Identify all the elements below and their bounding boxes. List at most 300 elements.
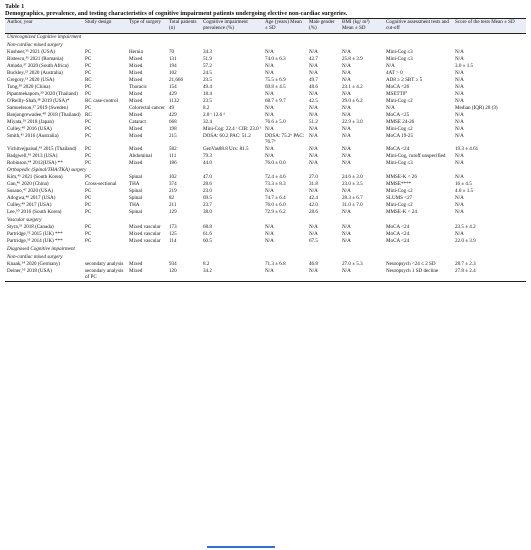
column-header: Cognitive assessment tests and cut-off [386, 19, 449, 31]
table-cell: Vichitvejpaisal,⁴² 2015 (Thailand) [7, 145, 77, 152]
table-row [5, 210, 526, 217]
table-cell: Badgwell,⁴³ 2013 (USA) [7, 152, 58, 159]
table-cell: 71.3 ± 6.8 [265, 260, 286, 267]
table-cell: RC case-control [85, 97, 118, 104]
table-cell: N/A [309, 111, 318, 118]
table-cell: 19.3 ± 4.61 [455, 145, 479, 152]
table-cell: THA [129, 181, 140, 188]
table-cell: N/A [265, 125, 274, 132]
table-cell: Colorectal cancer [129, 104, 165, 111]
table-cell: 429 [169, 111, 177, 118]
table-cell: N/A [455, 76, 464, 83]
table-cell: Mini-Cog ≤2 [386, 202, 413, 209]
table-cell: 76.6 ± 5.0 [265, 118, 286, 125]
table-cell: GenVas88.8 Urx: 81.5 [203, 145, 249, 152]
table-cell: 125 [169, 231, 177, 238]
table-cell: N/A [265, 90, 274, 97]
table-cell: 129 [169, 209, 177, 216]
table-cell: Mixed vascular [129, 238, 161, 245]
table-cell: N/A [342, 159, 351, 166]
table-cell: Mini-Cog ≤2 [386, 97, 413, 104]
table-cell: Median (IQR) 28 (3) [455, 104, 498, 111]
table-cell: 120 [169, 267, 177, 274]
table-cell: N/A [342, 231, 351, 238]
table-cell: N/A [265, 267, 274, 274]
table-cell: N/A [309, 267, 318, 274]
table-cell: N/A [455, 209, 464, 216]
table-cell: 46.8 [309, 260, 318, 267]
table-cell: Ristescu,³⁶ 2021 (Romania) [7, 55, 64, 62]
table-cell: secondary analysis of PC [85, 267, 124, 280]
table-caption: Demographics, prevalence, and testing characteristics of cognitive impairment patients undergoing elective non-cardiac surgeries. [5, 10, 348, 17]
table-cell: PC [85, 132, 92, 139]
table-cell: Mini-Cog ≤3 [386, 159, 413, 166]
table-cell: N/A [342, 69, 351, 76]
table-cell: N/A [309, 90, 318, 97]
table-cell: Lee,⁵⁰ 2016 (South Korea) [7, 209, 62, 216]
table-cell: 76.0 ± 0.0 [265, 159, 286, 166]
table-cell: 28.3 ± 6.7 [342, 195, 363, 202]
table-cell: PC [85, 48, 92, 55]
table-cell: 154 [169, 83, 177, 90]
table-cell: 74.7 ± 6.4 [265, 195, 286, 202]
table-cell: N/A [309, 104, 318, 111]
table-cell: MMSE**** [386, 181, 412, 188]
table-cell: Mixed vascular [129, 224, 161, 231]
table-cell: 47.0 [203, 174, 212, 181]
table-cell: Pipanmekaporn,³⁹ 2020 (Thailand) [7, 90, 78, 97]
table-cell: N/A [309, 231, 318, 238]
table-cell: 44.0 [203, 159, 212, 166]
table-cell: 102 [169, 174, 177, 181]
table-cell: 23.5 [203, 76, 212, 83]
table-cell: N/A [455, 152, 464, 159]
column-header: BMI (kg/ m²) Mean ± SD [342, 19, 370, 31]
table-cell: Susano,⁴⁷ 2020 (USA) [7, 188, 53, 195]
table-cell: 76.0 ± 6.0 [265, 202, 286, 209]
table-cell: 49 [169, 104, 175, 111]
table-cell: 42.0 [309, 202, 318, 209]
table-cell: Neuropsych 1 SD decline [386, 267, 439, 274]
table-cell: 42.4 [309, 195, 318, 202]
table-cell: 28.6 [309, 209, 318, 216]
table-cell: N/A [342, 145, 351, 152]
table-cell: PC [85, 118, 92, 125]
table-row [5, 146, 526, 153]
table-cell: Spinal [129, 209, 143, 216]
table-cell: N/A [342, 62, 351, 69]
table-cell: N/A [342, 111, 351, 118]
table-row [5, 160, 526, 167]
table-cell: N/A [342, 267, 351, 274]
table-cell: Cataract [129, 118, 146, 125]
table-cell: Mixed [129, 267, 143, 274]
table-cell: 22.0 ± 3.9 [455, 238, 476, 245]
table-cell: 29.0 ± 6.2 [342, 97, 363, 104]
table-cell: PC [85, 145, 92, 152]
table-row [5, 239, 526, 246]
table-cell: Mixed vascular [129, 231, 161, 238]
table-cell: N/A [342, 48, 351, 55]
table-cell: Smith,⁴¹ 2016 (Australia) [7, 132, 59, 139]
table-cell: Mixed [129, 55, 143, 62]
table-cell: Gan,⁴⁶ 2020 (China) [7, 181, 49, 188]
table-cell: MMSE-K < 26 [386, 174, 417, 181]
table-cell: 16 ± 4.5 [455, 181, 472, 188]
horizontal-scrollbar[interactable] [207, 546, 275, 548]
table-cell: 8.2 [203, 260, 210, 267]
table-cell: Mixed [129, 62, 143, 69]
table-cell: Mini-Cog ≤2 [386, 125, 413, 132]
table-cell: PC [85, 224, 92, 231]
table-cell: 42.5 [309, 97, 318, 104]
table-cell: N/A [309, 48, 318, 55]
table-body [5, 33, 526, 282]
table-cell: 4AT > 0 [386, 69, 403, 76]
table-cell: N/A [455, 202, 464, 209]
table-cell: N/A [342, 132, 351, 139]
table-cell: Samuelsson,²⁷ 2019 (Sweden) [7, 104, 69, 111]
column-header: Male gender (%) [309, 19, 335, 31]
table-cell: N/A [455, 55, 464, 62]
table-cell: PC [85, 238, 92, 245]
table-cell: 23.0 [203, 188, 212, 195]
table-cell: PC [85, 83, 92, 90]
table-cell: 79.3 [203, 152, 212, 159]
table-cell: 23.7 [203, 202, 212, 209]
table-cell: Kim,⁴⁵ 2021 (South Korea) [7, 174, 63, 181]
table-cell: O'Reilly-Shah,³⁸ 2019 (USA)* [7, 97, 70, 104]
table-cell: N/A [265, 111, 274, 118]
table-cell: 28.6 [203, 181, 212, 188]
table-cell: N/A [265, 104, 274, 111]
table-cell: Deiner,⁵⁵ 2018 (USA) [7, 267, 52, 274]
table-cell: 34.2 [203, 267, 212, 274]
table-cell: Spinal [129, 174, 143, 181]
table-cell: Mixed [129, 111, 143, 118]
table-cell: N/A [342, 238, 351, 245]
table-cell: 23.0 ± 3.5 [342, 181, 363, 188]
table-cell: 72.9 ± 6.2 [265, 209, 286, 216]
table-cell: N/A [455, 132, 464, 139]
table-cell: 27.0 [309, 174, 318, 181]
table-cell: DOSA: 75.2ᵇ PAC: 76.7ᵇ [265, 132, 305, 145]
table-cell: AD8 ≥ 2 SBT ≥ 5 [386, 76, 423, 83]
table-cell: 1132 [169, 97, 179, 104]
column-header: Age (years) Mean ± SD [265, 19, 302, 31]
table-cell: 8.2 [203, 104, 210, 111]
table-cell: N/A [455, 48, 464, 55]
table-cell: 114 [169, 238, 177, 245]
table-cell: N/A [386, 62, 395, 69]
table-cell: 68.7 ± 9.7 [265, 97, 286, 104]
table-cell: 429 [169, 90, 177, 97]
table-cell: Partridge,⁵² 2015 (UK) *** [7, 231, 63, 238]
table-cell: 61.6 [203, 231, 212, 238]
table-cell: N/A [342, 125, 351, 132]
table-cell: Culley,⁴⁰ 2016 (USA) [7, 125, 52, 132]
table-cell: 28.7 ± 2.3 [455, 260, 476, 267]
table-cell: N/A [455, 125, 464, 132]
table-cell: Thoracic [129, 83, 148, 90]
table-cell: PC [85, 104, 92, 111]
table-cell: N/A [265, 231, 274, 238]
section-label: Vascular surgery [7, 217, 42, 224]
table-cell: Robinson,⁴⁴ 2012(USA) ** [7, 159, 63, 166]
section-label: Non-cardiac mixed surgery [7, 253, 63, 260]
table-cell: N/A [342, 104, 351, 111]
table-cell: MoCA 19-25 [386, 132, 414, 139]
table-cell: N/A [309, 132, 318, 139]
table-cell: THA [129, 202, 140, 209]
table-cell: PC [85, 231, 92, 238]
table-cell: MMSE-K < 24 [386, 209, 417, 216]
table-cell: 49.7 [309, 76, 318, 83]
table-cell: Mixed [129, 90, 143, 97]
table-cell: PC [85, 209, 92, 216]
table-cell: 173 [169, 224, 177, 231]
table-cell: 69.5 [203, 195, 212, 202]
table-cell: Mini-Cog ≤2 [386, 188, 413, 195]
table-cell: PC [85, 90, 92, 97]
table-cell: MoCA <24 [386, 231, 410, 238]
table-cell: PC [85, 69, 92, 76]
table-cell: 34.3 [203, 48, 212, 55]
table-cell: N/A [455, 174, 464, 181]
table-cell: N/A [309, 224, 318, 231]
table-cell: N/A [455, 111, 464, 118]
column-header: Cognitive impairment prevalence (%) [203, 19, 248, 31]
table-cell: 215 [169, 132, 177, 139]
table-row [5, 153, 526, 160]
table-cell: N/A [265, 145, 274, 152]
section-row [5, 33, 526, 41]
table-cell: 70 [169, 48, 175, 55]
table-cell: RC [85, 76, 92, 83]
table-cell: N/A [309, 125, 318, 132]
table-row [5, 133, 526, 146]
table-cell: N/A [265, 62, 274, 69]
table-cell: N/A [455, 69, 464, 76]
table-cell: 25.8 ± 3.9 [342, 55, 363, 62]
table-cell: DOSA: 60.2 PAC: 51.2 [203, 132, 251, 139]
table-cell: N/A [455, 83, 464, 90]
table-cell: PC [85, 159, 92, 166]
table-cell: 27.8 ± 2.4 [455, 267, 476, 274]
table-cell: 23.1 ± 4.2 [342, 83, 363, 90]
table-cell: Adogwa,⁴⁸ 2017 (USA) [7, 195, 56, 202]
section-label: Diagnosed Cognitive impairment [7, 246, 75, 253]
table-cell: Spinal [129, 195, 143, 202]
table-cell: 18.4 [203, 90, 212, 97]
table-cell: 24.5 [203, 69, 212, 76]
table-cell: Buckley,²³ 2020 (Australia) [7, 69, 63, 76]
document-page [5, 3, 526, 282]
table-cell: SLUMS <27 [386, 195, 413, 202]
table-number: Table 1 [5, 3, 25, 10]
table-cell: 74.0 ± 6.3 [265, 55, 286, 62]
table-cell: MoCA <25 [386, 111, 410, 118]
section-label: Orthopedic (Spinal/THA/TKA) surgery [7, 167, 87, 174]
column-header: Total patients (n) [169, 19, 197, 31]
table-cell: PC [85, 55, 92, 62]
table-cell: N/A [309, 145, 318, 152]
table-cell: Mixed [129, 76, 143, 83]
section-row [5, 246, 526, 254]
table-cell: 82 [169, 195, 175, 202]
table-cell: N/A [455, 231, 464, 238]
table-cell: 186 [169, 159, 177, 166]
table-cell: Spinal [129, 188, 143, 195]
table-cell: Culley,⁴⁹ 2017 (USA) [7, 202, 52, 209]
header-row [5, 19, 526, 34]
table-cell: 69.8 ± 4.5 [265, 83, 286, 90]
table-cell: Mini-Cog: 22.4 ᶜ CIB: 23.0 ᶠ [203, 125, 261, 132]
table-cell: secondary analysis [85, 260, 124, 267]
table-cell: 51.9 [203, 55, 212, 62]
table-cell: PC [85, 188, 92, 195]
table-cell: 48.6 [309, 83, 318, 90]
table-cell: Mixed [129, 69, 143, 76]
table-cell: Mixed [129, 145, 143, 152]
table-cell: Styra,⁵¹ 2018 (Canada) [7, 224, 54, 231]
table-cell: N/A [309, 62, 318, 69]
table-cell: N/A [265, 188, 274, 195]
table-cell: N/A [265, 48, 274, 55]
table-cell: 23.5 [203, 97, 212, 104]
section-label: Unrecognized Cognitive impairment [7, 34, 82, 41]
table-cell: N/A [455, 97, 464, 104]
table-cell: 32.4 [203, 118, 212, 125]
table-cell: MoCA <24 [386, 238, 410, 245]
table-cell: 68.8 [203, 224, 212, 231]
table-cell: 67.5 [309, 238, 318, 245]
table-cell: Cross-sectional [85, 181, 117, 188]
table-cell: MoCA <24 [386, 224, 410, 231]
table-cell: 60.5 [203, 238, 212, 245]
table-cell: 57.2 [203, 62, 212, 69]
table-cell: 73.3 ± 8.3 [265, 181, 286, 188]
table-cell: Kushner,³⁵ 2021 (USA) [7, 48, 55, 55]
table-cell: N/A [265, 238, 274, 245]
table-cell: Neuropsych <24 ≤ 2 SD [386, 260, 436, 267]
table-cell: Hernia [129, 48, 143, 55]
table-row [5, 268, 526, 281]
table-cell: 194 [169, 62, 177, 69]
table-cell: N/A [342, 90, 351, 97]
table-cell: Banjongrewadee,⁴⁰ 2018 (Thailand) [7, 111, 81, 118]
column-header: Study design [85, 19, 112, 25]
table-cell: N/A [309, 152, 318, 159]
table-cell: N/A [265, 69, 274, 76]
table-cell: Mixed [129, 260, 143, 267]
table-cell: 51.2 [309, 118, 318, 125]
table-header [5, 19, 526, 34]
table-cell: 31.0 ± 7.0 [342, 202, 363, 209]
table-cell: 23.5 ± 4.2 [455, 224, 476, 231]
table-cell: 21,666 [169, 76, 184, 83]
table-cell: Amado,³⁷ 2020 (South Africa) [7, 62, 69, 69]
table-cell: N/A [265, 224, 274, 231]
table-cell: 4.0 ± 1.5 [455, 188, 474, 195]
table-cell: N/A [455, 159, 464, 166]
table-cell: N/A [265, 152, 274, 159]
column-header: Score of the tests Mean ± SD [455, 19, 515, 25]
table-cell: Mini-Cog, cutoff unspecified [386, 152, 446, 159]
table-cell: PC [85, 62, 92, 69]
table-cell: 49.4 [203, 83, 212, 90]
table-cell: N/A [309, 188, 318, 195]
table-cell: 111 [169, 152, 177, 159]
table-cell: Gregory,¹³ 2020 (USA) [7, 76, 55, 83]
table-cell: Knaak,⁵⁴ 2020 (Germany) [7, 260, 61, 267]
section-label: Non-cardiac mixed surgery [7, 41, 63, 48]
table-cell: 668 [169, 118, 177, 125]
table-cell: N/A [342, 152, 351, 159]
table-cell: N/A [342, 224, 351, 231]
table-cell: Miyata,²⁹ 2018 (Japan) [7, 118, 54, 125]
table-cell: PC [85, 174, 92, 181]
table-cell: Abdominal [129, 152, 152, 159]
table-cell: PC [85, 195, 92, 202]
table-cell: N/A [342, 209, 351, 216]
table-cell: RC [85, 111, 92, 118]
table-cell: 22.9 ± 3.0 [342, 118, 363, 125]
data-table [5, 18, 526, 282]
table-cell: 374 [169, 181, 177, 188]
table-cell: PC [85, 125, 92, 132]
table-cell: 102 [169, 69, 177, 76]
table-cell: N/A [455, 195, 464, 202]
table-cell: 38.0 [203, 209, 212, 216]
table-cell: 198 [169, 125, 177, 132]
table-cell: Mixed [129, 159, 143, 166]
table-cell: 31.8 [309, 181, 318, 188]
table-cell: Partridge,⁵³ 2014 (UK) *** [7, 238, 63, 245]
table-cell: N/A [455, 118, 464, 125]
table-cell: N/A [455, 90, 464, 97]
table-cell: MoCA <24 [386, 145, 410, 152]
table-cell: MoCA <26 [386, 83, 410, 90]
table-cell: 3.0 ± 1.5 [455, 62, 474, 69]
table-cell: N/A [309, 69, 318, 76]
table-cell: 934 [169, 260, 177, 267]
table-cell: N/A [342, 188, 351, 195]
table-cell: Mixed [129, 125, 143, 132]
table-cell: 211 [169, 202, 177, 209]
table-cell: N/A [309, 159, 318, 166]
table-cell: Mini-Cog ≤3 [386, 55, 413, 62]
table-cell: Mixed [129, 97, 143, 104]
table-cell: PC [85, 202, 92, 209]
table-cell: 219 [169, 188, 177, 195]
table-cell: MSETT0° [386, 90, 408, 97]
table-cell: 24.6 ± 3.0 [342, 174, 363, 181]
table-cell: 27.0 ± 5.3 [342, 260, 363, 267]
table-cell: Tong,³⁸ 2020 (China) [7, 83, 51, 90]
table-cell: 2.8 ᶜ 12.6 ᵈ [203, 111, 225, 118]
table-cell: N/A [342, 76, 351, 83]
table-cell: 582 [169, 145, 177, 152]
table-cell: 131 [169, 55, 177, 62]
column-header: Author, year [7, 19, 33, 25]
column-header: Type of surgery [129, 19, 162, 25]
table-cell: Mixed [129, 132, 143, 139]
table-cell: Mini-Cog ≤3 [386, 48, 413, 55]
table-cell: 72.4 ± 4.6 [265, 174, 286, 181]
table-cell: 42.7 [309, 55, 318, 62]
table-cell: N/A [386, 104, 395, 111]
